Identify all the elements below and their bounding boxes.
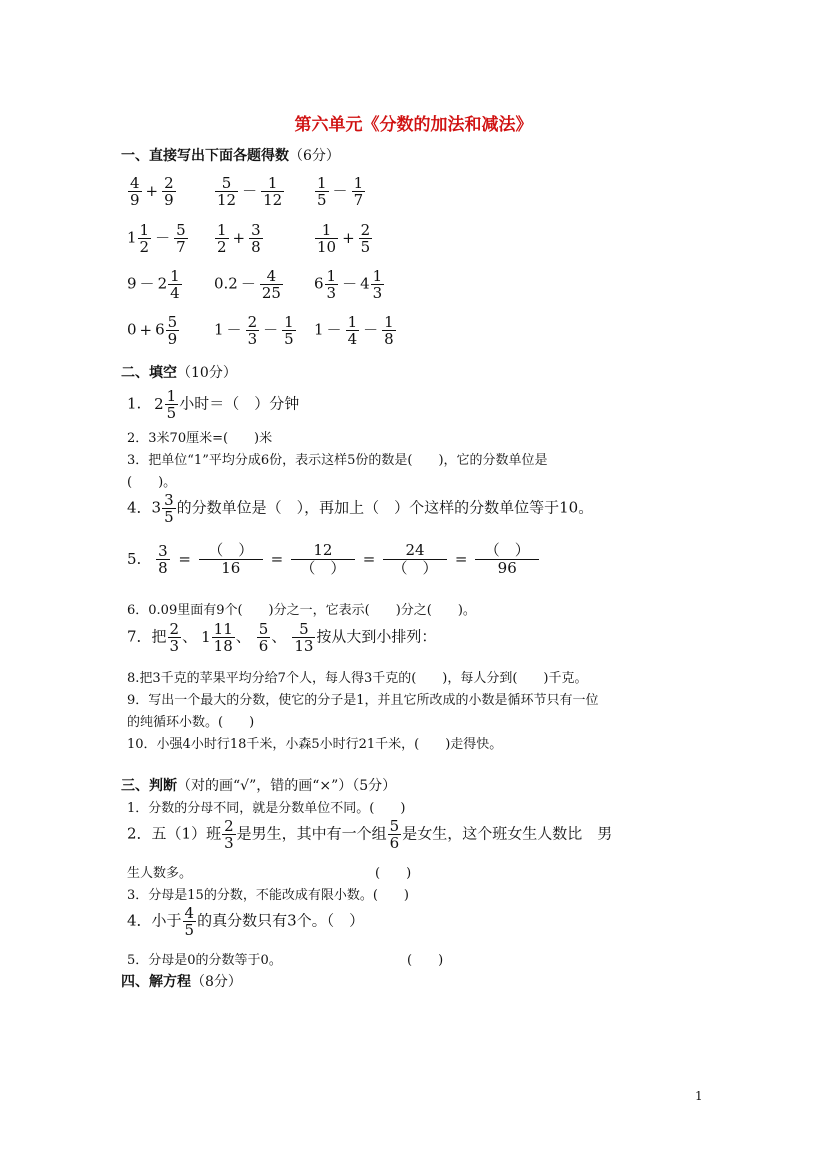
section-3-heading <box>121 775 396 795</box>
fraction: $\frac{1}{4}$ <box>347 313 358 349</box>
calc-item: 0.2 － $\frac{4}{25}$ <box>214 267 281 303</box>
question-2-5: 5. $\frac{3}{8}$ = （ ） 16 = 12 （ ） = 24 （ ） = （ ） 96 <box>127 542 539 578</box>
fraction: $\frac{1}{3}$ <box>326 267 337 303</box>
question-2-7: 7．把 $\frac{2}{3}$ 、 1 $\frac{11}{18}$ 、 $\frac{5}{6}$ 、 $\frac{5}{13}$ 按从大到小排列： <box>127 620 437 656</box>
section-3-title: 三、判断 <box>121 778 177 794</box>
fraction: $\frac{5}{7}$ <box>176 221 186 257</box>
page-title: 第六单元《分数的加法和减法》 <box>294 115 533 135</box>
fraction: $\frac{1}{10}$ <box>317 221 337 257</box>
fraction: $\frac{4}{5}$ <box>184 904 195 940</box>
calc-item: $\frac{1}{5}$ － $\frac{1}{7}$ <box>317 174 364 210</box>
calc-item: 0 + 6 $\frac{5}{9}$ <box>127 313 178 349</box>
question-3-3: 3．分母是15的分数，不能改成有限小数。( ) <box>127 888 409 903</box>
section-4-title: 四、解方程 <box>121 974 191 990</box>
fraction: $\frac{4}{25}$ <box>261 267 281 303</box>
fraction: $\frac{11}{18}$ <box>213 620 233 656</box>
question-2-9: 9．写出一个最大的分数，使它的分子是1，并且它所改成的小数是循环节只有一位 <box>127 693 599 708</box>
fraction-blank: （ ） 16 <box>199 542 263 578</box>
fraction: $\frac{1}{2}$ <box>139 221 150 257</box>
section-2-score: （10分） <box>177 365 237 381</box>
fraction: $\frac{3}{5}$ <box>164 491 174 527</box>
calc-item: 6 $\frac{1}{3}$ － 4 $\frac{1}{3}$ <box>314 267 383 303</box>
fraction: $\frac{1}{2}$ <box>217 221 227 257</box>
fraction: $\frac{5}{9}$ <box>167 313 178 349</box>
fraction: $\frac{1}{12}$ <box>263 174 283 210</box>
fraction: $\frac{1}{8}$ <box>384 313 394 349</box>
answer-parens: ( ) <box>375 866 412 881</box>
calc-item: $\frac{1}{2}$ + $\frac{3}{8}$ <box>217 221 261 257</box>
question-3-5: 5．分母是0的分数等于0。 <box>127 953 282 968</box>
section-2-heading <box>121 362 237 382</box>
section-1-heading <box>121 145 340 165</box>
fraction: $\frac{1}{5}$ <box>166 387 177 423</box>
question-2-3-cont: ( )。 <box>127 475 177 490</box>
fraction: $\frac{4}{9}$ <box>130 174 140 210</box>
fraction: $\frac{5}{13}$ <box>294 620 314 656</box>
section-2-title: 二、填空 <box>121 365 177 381</box>
fraction-blank: （ ） 96 <box>475 542 539 578</box>
section-3-note: （对的画“√”，错的画“×”）（5分） <box>177 778 397 794</box>
fraction-blank: 12 （ ） <box>291 542 355 578</box>
fraction: $\frac{1}{5}$ <box>284 313 294 349</box>
question-3-4: 4．小于 $\frac{4}{5}$ 的真分数只有3个。（ ） <box>127 904 365 940</box>
calc-item: $\frac{5}{12}$ － $\frac{1}{12}$ <box>217 174 283 210</box>
calc-item: 9 － 2 $\frac{1}{4}$ <box>127 267 180 303</box>
calc-item: 1 － $\frac{2}{3}$ － $\frac{1}{5}$ <box>214 313 294 349</box>
question-2-10: 10．小强4小时行18千米，小森5小时行21千米，( )走得快。 <box>127 737 503 752</box>
fraction: $\frac{3}{8}$ <box>158 542 168 578</box>
fraction: $\frac{5}{6}$ <box>389 817 400 853</box>
fraction: $\frac{1}{7}$ <box>353 174 364 210</box>
fraction: $\frac{5}{12}$ <box>217 174 237 210</box>
calc-item: 1 － $\frac{1}{4}$ － $\frac{1}{8}$ <box>314 313 394 349</box>
question-2-2: 2．3米70厘米=( )米 <box>127 431 273 446</box>
fraction: $\frac{1}{3}$ <box>372 267 383 303</box>
calc-item: $\frac{1}{10}$ + $\frac{2}{5}$ <box>317 221 371 257</box>
fraction: $\frac{2}{3}$ <box>247 313 258 349</box>
question-2-3: 3．把单位“1”平均分成6份，表示这样5份的数是( )，它的分数单位是 <box>127 453 548 468</box>
question-2-8: 8.把3千克的苹果平均分给7个人，每人得3千克的( )，每人分到( )千克。 <box>127 671 588 686</box>
question-2-4: 4．3 $\frac{3}{5}$ 的分数单位是（ ），再加上（ ）个这样的分数单位等于10。 <box>127 491 594 527</box>
section-1-title: 一、直接写出下面各题得数 <box>121 148 289 164</box>
question-3-2-cont: 生人数多。 <box>127 866 193 881</box>
fraction: $\frac{2}{9}$ <box>164 174 174 210</box>
fraction: $\frac{2}{3}$ <box>169 620 180 656</box>
section-4-score: （8分） <box>191 974 242 990</box>
section-1-score: （6分） <box>289 148 340 164</box>
question-2-6: 6．0.09里面有9个( )分之一，它表示( )分之( )。 <box>127 603 476 618</box>
question-2-9-cont: 的纯循环小数。( ) <box>127 715 255 730</box>
question-2-1: 1. 2 $\frac{1}{5}$ 小时＝（ ）分钟 <box>127 387 300 423</box>
section-4-heading <box>121 971 242 991</box>
fraction-blank: 24 （ ） <box>383 542 447 578</box>
fraction: $\frac{5}{6}$ <box>258 620 269 656</box>
fraction: $\frac{1}{5}$ <box>317 174 327 210</box>
calc-item: 1 $\frac{1}{2}$ － $\frac{5}{7}$ <box>127 221 186 257</box>
fraction: $\frac{2}{3}$ <box>224 817 234 853</box>
fraction: $\frac{3}{8}$ <box>251 221 261 257</box>
calc-item: $\frac{4}{9}$ + $\frac{2}{9}$ <box>130 174 174 210</box>
fraction: $\frac{2}{5}$ <box>360 221 371 257</box>
question-3-1: 1．分数的分母不同，就是分数单位不同。( ) <box>127 801 406 816</box>
fraction: $\frac{1}{4}$ <box>170 267 180 303</box>
page-number: 1 <box>695 1089 703 1103</box>
question-3-2: 2．五（1）班 $\frac{2}{3}$ 是男生，其中有一个组 $\frac{5}{6}$ 是女生，这个班女生人数比 男 <box>127 817 613 853</box>
answer-parens: ( ) <box>407 953 444 968</box>
